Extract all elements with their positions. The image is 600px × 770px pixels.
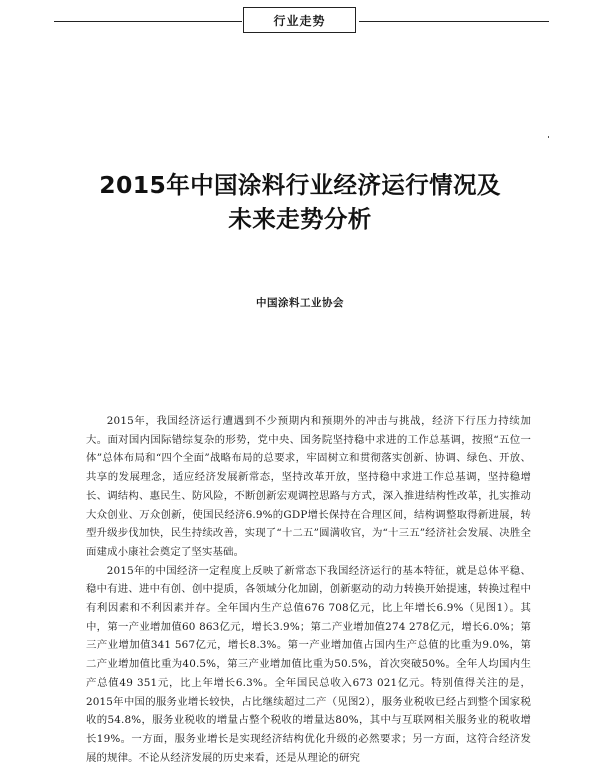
header-rule-right — [359, 21, 549, 22]
header-rule-left — [54, 21, 242, 22]
body-paragraph-1: 2015年，我国经济运行遭遇到不少预期内和预期外的冲击与挑战，经济下行压力持续加大。面对国内国际错综复杂的形势，党中央、国务院坚持稳中求进的工作总基调，按照“五位一体”总体布局和“四个全面”战略布局的总要求，牢固树立和贯彻落实创新、协调、绿色、开放、共享的发展理念，适应经济发展新常态，坚持改革开放，坚持稳中求进工作总基调，坚持稳增长、调结构、惠民生、防风险，不断创新宏观调控思路与方式，深入推进结构性改革，扎实推动大众创业、万众创新，使国民经济6.9%的GDP增长保持在合理区间，结构调整取得新进展，转型升级步伐加快，民生持续改善，实现了“十二五”圆满收官，为“十三五”经济社会发展、决胜全面建成小康社会奠定了坚实基础。 — [86, 415, 531, 558]
section-tag: 行业走势 — [243, 7, 356, 33]
article-body — [86, 412, 531, 767]
article-title-line-2: 未来走势分析 — [228, 205, 372, 233]
page-mark — [548, 136, 549, 138]
article-author: 中国涂料工业协会 — [256, 297, 344, 309]
body-paragraph-2: 2015年的中国经济一定程度上反映了新常态下我国经济运行的基本特征，就是总体平稳、稳中有进、进中有创、创中提质，各领域分化加剧，创新驱动的动力转换开始提速，转换过程中有利因素和不利因素并存。全年国内生产总值676 708亿元，比上年增长6.9%（见图1）。其中，第一产业增加值60 863亿元，增长3.9%；第二产业增加值274 278亿元，增长6.0%；第三产业增加值341 567亿元，增长8.3%。第一产业增加值占国内生产总值的比重为9.0%，第二产业增加值比重为40.5%，第三产业增加值比重为50.5%，首次突破50%。全年人均国内生产总值49 351元，比上年增长6.3%。全年国民总收入673 021亿元。特别值得关注的是，2015年中国的服务业增长较快，占比继续超过二产（见图2），服务业税收已经占到整个国家税收的54.8%，服务业税收的增量占整个税收的增量达80%，其中与互联网相关服务业的税收增长19%。一方面，服务业增长是实现经济结构优化升级的必然要求；另一方面，这符合经济发展的规律。不论从经济发展的历史来看，还是从理论的研究 — [86, 564, 531, 764]
article-title-line-1: 2015年中国涂料行业经济运行情况及 — [99, 171, 501, 199]
article-title — [60, 168, 540, 236]
